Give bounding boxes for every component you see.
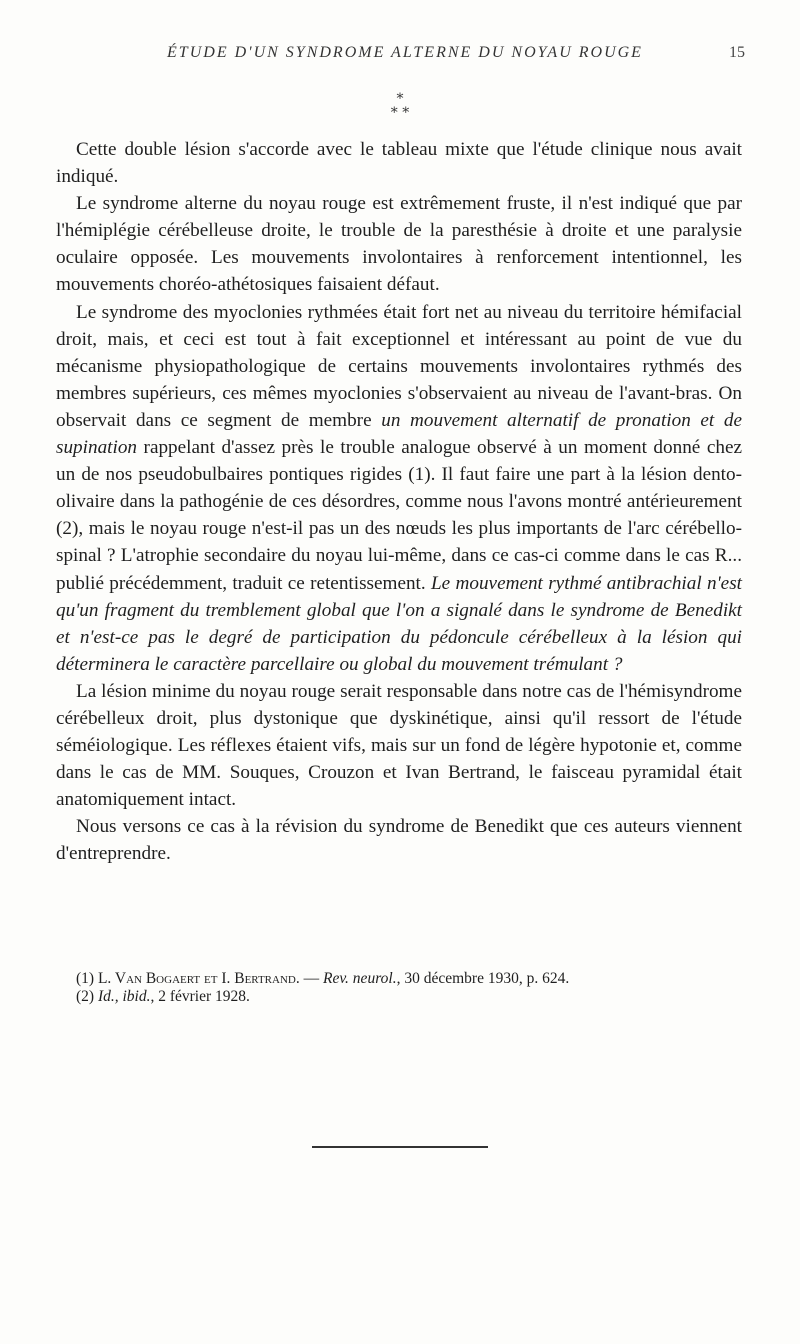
asterism-bottom: * * bbox=[390, 105, 410, 121]
footnote-2-rest: 2 février 1928. bbox=[158, 988, 250, 1005]
paragraph-3-italic-1: un mouvement alternatif de pronation et de supination bbox=[56, 409, 742, 459]
footnote-2 bbox=[76, 988, 742, 1006]
paragraph-3 bbox=[56, 299, 742, 678]
footnote-1 bbox=[76, 970, 742, 988]
footnote-1-authors: L. Van Bogaert et I. Bertrand. bbox=[97, 970, 300, 987]
paragraph-1: Cette double lésion s'accorde avec le tableau mixte que l'étude clinique nous avait indiqué. bbox=[56, 139, 742, 188]
body-text bbox=[56, 136, 742, 868]
paragraph-4: La lésion minime du noyau rouge serait responsable dans notre cas de l'hémisyndrome cérébelleux droit, plus dystonique que dyskinétique, ainsi qu'il ressort de l'étude séméiologique. Les réflexes étaient vifs, mais sur un fond de légère hypotonie et, comme dans le cas de MM. Souques, Crouzon et Ivan Bertrand, le faisceau pyramidal était anatomiquement intact. bbox=[56, 680, 742, 811]
paragraph-5: Nous versons ce cas à la révision du syndrome de Benedikt que ces auteurs viennent d'entreprendre. bbox=[56, 816, 742, 865]
footnotes bbox=[76, 970, 742, 1006]
end-rule bbox=[312, 1146, 488, 1148]
footnote-2-mark: (2) bbox=[76, 988, 95, 1005]
paragraph-3-part-2: rappelant d'assez près le trouble analogue observé à un moment donné chez un de nos pseudobulbaires pontiques rigides (1). Il faut faire une part à la lésion dento-olivaire dans la pathogénie de ces désordres, comme nous l'avons montré antérieurement (2), mais le noyau rouge n'est-il pas un des nœuds les plus importants de l'arc cérébello-spinal ? L'atrophie secondaire du noyau lui-même, dans ce cas-ci comme dans le cas R... publié précédemment, traduit ce retentissement. bbox=[56, 437, 742, 594]
asterism-top: * bbox=[396, 91, 404, 107]
section-asterism bbox=[0, 92, 800, 120]
footnote-2-separator: , bbox=[150, 988, 159, 1005]
footnote-1-journal: Rev. neurol. bbox=[322, 970, 397, 987]
paragraph-2: Le syndrome alterne du noyau rouge est extrêmement fruste, il n'est indiqué que par l'hémiplégie cérébelleuse droite, le trouble de la paresthésie à droite et une paralysie oculaire opposée. Les mouvements involontaires à renforcement intentionnel, les mouvements choréo-athétosiques faisaient défaut. bbox=[56, 193, 742, 296]
page-number: 15 bbox=[729, 44, 745, 61]
footnote-1-mark: (1) bbox=[76, 970, 95, 987]
footnote-1-rest: , 30 décembre 1930, p. 624. bbox=[396, 970, 570, 987]
footnote-2-authors: Id., ibid. bbox=[97, 988, 151, 1005]
running-title: ÉTUDE D'UN SYNDROME ALTERNE DU NOYAU ROUGE bbox=[167, 44, 643, 61]
paragraph-3-part-1: Le syndrome des myoclonies rythmées était fort net au niveau du territoire hémifacial droit, mais, et ceci est tout à fait exceptionnel et intéressant au point de vue du mécanisme physiopathologique de certains mouvements involontaires rythmés des membres supérieurs, ces mêmes myoclonies s'observaient au niveau de l'avant-bras. On observait dans ce segment de membre bbox=[56, 301, 742, 431]
paragraph-3-italic-2: Le mouvement rythmé antibrachial n'est qu'un fragment du tremblement global que l'on a signalé dans le syndrome de Benedikt et n'est-ce pas le degré de participation du pédoncule cérébelleux à la lésion qui déterminera le caractère parcellaire ou global du mouvement trémulant ? bbox=[56, 572, 742, 675]
footnote-1-separator: — bbox=[299, 970, 323, 987]
